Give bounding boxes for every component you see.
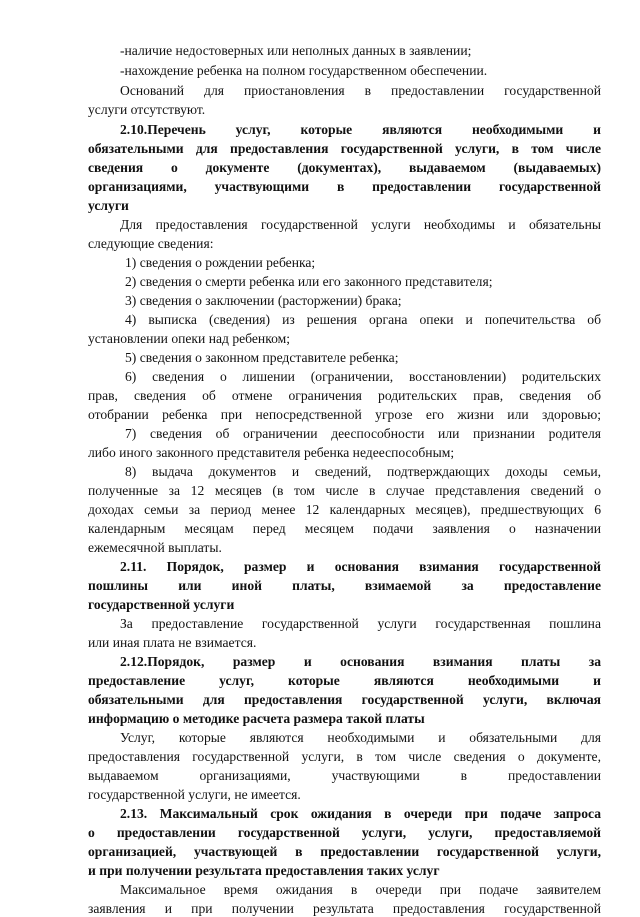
section-heading-2-13: 2.13. Максимальный срок ожидания в очереди при подаче запроса [120,806,601,821]
list-item: 5) сведения о законном представителе ребенка; [125,350,399,365]
list-item: установлении опеки над ребенком; [88,331,291,346]
section-heading-2-13: организацией, участвующей в предоставлении государственной услуги, [88,844,601,859]
section-heading-2-11: государственной услуги [88,597,235,612]
section-heading-2-10: услуги [88,198,129,213]
list-item: 4) выписка (сведения) из решения органа опеки и попечительства об [125,312,601,327]
list-item: календарным месяцам перед месяцем подачи заявления о назначении [88,521,601,536]
list-item: 7) сведения об ограничении дееспособности или признании родителя [125,426,601,441]
text-line: Оснований для приостановления в предоставлении государственной [120,83,601,98]
section-heading-2-13: и при получении результата предоставления таких услуг [88,863,440,878]
list-item: отобрании ребенка при непосредственной угрозе его жизни или здоровью; [88,407,601,422]
section-heading-2-12: предоставление услуг, которые являются необходимыми и [88,673,601,688]
text-line: заявления и при получении результата предоставления государственной [88,901,601,916]
text-line: За предоставление государственной услуги государственная пошлина [120,616,601,631]
text-line: -наличие недостоверных или неполных данных в заявлении; [120,43,472,58]
list-item: 8) выдача документов и сведений, подтверждающих доходы семьи, [125,464,601,479]
list-item: 2) сведения о смерти ребенка или его законного представителя; [125,274,493,289]
section-heading-2-10: обязательными для предоставления государственной услуги, в том числе [88,141,601,156]
list-item: доходах семьи за период менее 12 календарных месяцев), предшествующих 6 [88,502,601,517]
section-heading-2-12: информацию о методике расчета размера такой платы [88,711,425,726]
text-line: Для предоставления государственной услуги необходимы и обязательны [120,217,601,232]
section-heading-2-12: 2.12.Порядок, размер и основания взимания платы за [120,654,601,669]
section-heading-2-10: сведения о документе (документах), выдаваемом (выдаваемых) [88,160,601,175]
section-heading-2-12: обязательными для предоставления государственной услуги, включая [88,692,601,707]
section-heading-2-13: о предоставлении государственной услуги, услуги, предоставляемой [88,825,601,840]
text-line: или иная плата не взимается. [88,635,257,650]
list-item: полученные за 12 месяцев (в том числе в случае представления сведений о [88,483,601,498]
text-line: Максимальное время ожидания в очереди при подаче заявителем [120,882,601,897]
list-item: 6) сведения о лишении (ограничении, восстановлении) родительских [125,369,601,384]
list-item: 3) сведения о заключении (расторжении) брака; [125,293,402,308]
section-heading-2-11: 2.11. Порядок, размер и основания взимания государственной [120,559,601,574]
section-heading-2-11: пошлины или иной платы, взимаемой за предоставление [88,578,601,593]
section-heading-2-10: организациями, участвующими в предоставлении государственной [88,179,601,194]
section-heading-2-10: 2.10.Перечень услуг, которые являются необходимыми и [120,122,601,137]
text-line: предоставления государственной услуги, в том числе сведения о документе, [88,749,601,764]
list-item: либо иного законного представителя ребенка недееспособным; [88,445,455,460]
text-line: выдаваемом организациями, участвующими в предоставлении [88,768,601,783]
list-item: прав, сведения об отмене ограничения родительских прав, сведения об [88,388,601,403]
text-line: Услуг, которые являются необходимыми и обязательными для [120,730,601,745]
text-line: услуги отсутствуют. [88,102,206,117]
list-item: ежемесячной выплаты. [88,540,222,555]
text-line: -нахождение ребенка на полном государственном обеспечении. [120,63,488,78]
text-line: следующие сведения: [88,236,214,251]
list-item: 1) сведения о рождении ребенка; [125,255,316,270]
text-line: государственной услуги, не имеется. [88,787,301,802]
